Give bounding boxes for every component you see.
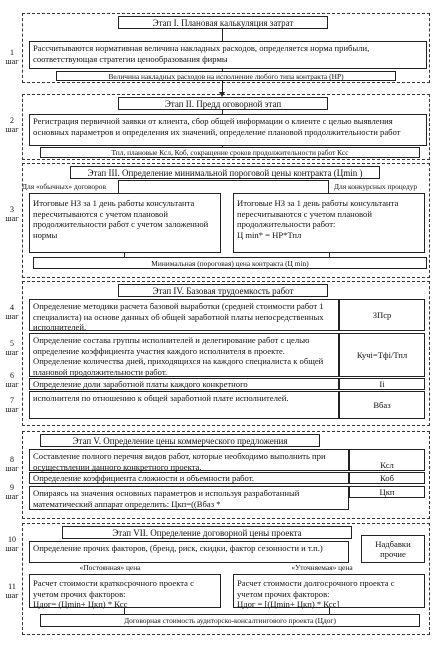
step-10-label: 10 шаг (5, 535, 19, 553)
stage7-result: Договорная стоимость аудиторско-консалтингового проекта (Цдог) (40, 614, 420, 627)
stage4-code5: Кучi=Тфi/Тпл (339, 333, 425, 377)
stage2-description: Регистрация первичной заявки от клиента, сбор общей информации о клиенте с целью выявления основных параметров и определения их значений, определение плановой продолжительности работ (29, 114, 427, 146)
stage5-title: Этап V. Определение цены коммерческого предложения (40, 434, 320, 447)
step-2-label: 2 шаг (5, 116, 19, 134)
stage7-right-formula: Цдог = [(Цmin+ Цкп) * Ксс] (237, 599, 340, 610)
stage7-left-label: «Постоянная» цена (79, 563, 141, 572)
stage2-result: Тпл, плановые Ксл, Коб, сокращение сроков продолжительности работ Ксс (40, 147, 420, 158)
stage2-title: Этап II. Предд оговорной этап (118, 97, 328, 110)
stage4-row6: Определение доли заработной платы каждого конкретного (29, 378, 339, 390)
step-4-label: 4 шаг (5, 303, 19, 321)
stage4-row5: Определение состава группы исполнителей и делегирование работ с целью определение коэффициента участия каждого исполнителя в проекте. Определение количества дней, приходящихся на каждого специалиста к общей плановой продолжительности работ. (29, 333, 339, 377)
step-8-label: 8 шаг (5, 455, 19, 473)
stage3-left-text: Итоговые НЗ за 1 день работы консультанта пересчитываются с учетом плановой продолжительности работ с учетом заложенной нормы (33, 198, 209, 240)
stage1-result: Величина накладных расходов на исполнение любого типа контракта (НР) (56, 71, 396, 81)
stage5-row8: Составление полного перечня видов работ, которые необходимо выполнить при осуществлении данного конкретного проекта. (29, 449, 349, 471)
step-1-label: 1 шаг (5, 48, 19, 66)
stage4-code7: Вбаз (339, 391, 425, 419)
stage1-title: Этап I. Плановая калькуляция затрат (118, 16, 328, 29)
stage3-result: Минимальная (пороговая) цена контракта (Ц min) (33, 257, 427, 269)
stage7-code10: Надбавки прочие (361, 535, 425, 563)
stage3-right-box (233, 193, 425, 253)
stage7-title: Этап VII. Определение договорной цены проекта (62, 526, 352, 539)
stage4-row7: исполнителя по отношению к общей заработной плате исполнителей. (29, 391, 339, 419)
stage7-row10: Определение прочих факторов, (бренд, риск, скидки, фактор сезонности и т.п.) (29, 541, 349, 563)
stage7-right-box (233, 574, 425, 608)
stage5-row8b: Определение коэффициента сложности и объемности работ. (29, 472, 349, 484)
step-9-label: 9 шаг (5, 483, 19, 501)
stage3-right-label: Для конкурсных процедур (334, 182, 418, 191)
step-11-label: 11 шаг (5, 582, 19, 600)
stage7-left-box (29, 574, 221, 608)
stage5-code8b: Коб (349, 472, 425, 484)
stage3-left-label: Для «обычных» договоров (22, 182, 106, 191)
stage1-description: Рассчитываются нормативная величина накладных расходов, определяется норма прибыли, соответствующая стратегии ценообразования фирмы (29, 41, 427, 69)
stage3-right-formula: Ц min* = НР*Тпл (237, 229, 302, 240)
step-6-label: 6 шаг (5, 371, 19, 389)
stage7-left-text: Расчет стоимости краткосрочного проекта с учетом прочих факторов: (33, 578, 194, 599)
step-3-label: 3 шаг (5, 205, 19, 223)
stage7-right-text: Расчет стоимости долгосрочного проекта с учетом прочих факторов: (237, 578, 395, 599)
stage4-row4: Определение методики расчета базовой выработки (средней стоимости работ 1 специалиста) на основе данных об общей заработной платы непосредственных исполнителей. (29, 299, 339, 331)
stage4-title: Этап IV. Базовая трудоемкость работ (118, 284, 328, 297)
stage5-code8a: Ксл (349, 449, 425, 471)
stage5-row9: Опираясь на значения основных параметров и используя разработанный математический аппарат определить: Цкп=((Вбаз * (29, 486, 349, 510)
stage5-code9: Цкп (349, 486, 425, 498)
step-7-label: 7 шаг (5, 396, 19, 414)
step-5-label: 5 шаг (5, 339, 19, 357)
stage3-right-text: Итоговые НЗ за 1 день работы консультанта пересчитываются с учетом плановой продолжительности работ: (237, 198, 399, 230)
stage3-title: Этап III. Определение минимальной пороговой цены контракта (Цmin ) (70, 166, 380, 179)
stage7-right-label: «Уточняемая» цена (291, 563, 353, 572)
stage4-code4: ЗПср (339, 299, 425, 331)
stage7-left-formula: Цдог= (Цmin+ Цкп) * Ксс (33, 599, 128, 610)
stage4-code6: Ii (339, 378, 425, 390)
stage3-left-box (29, 193, 221, 253)
